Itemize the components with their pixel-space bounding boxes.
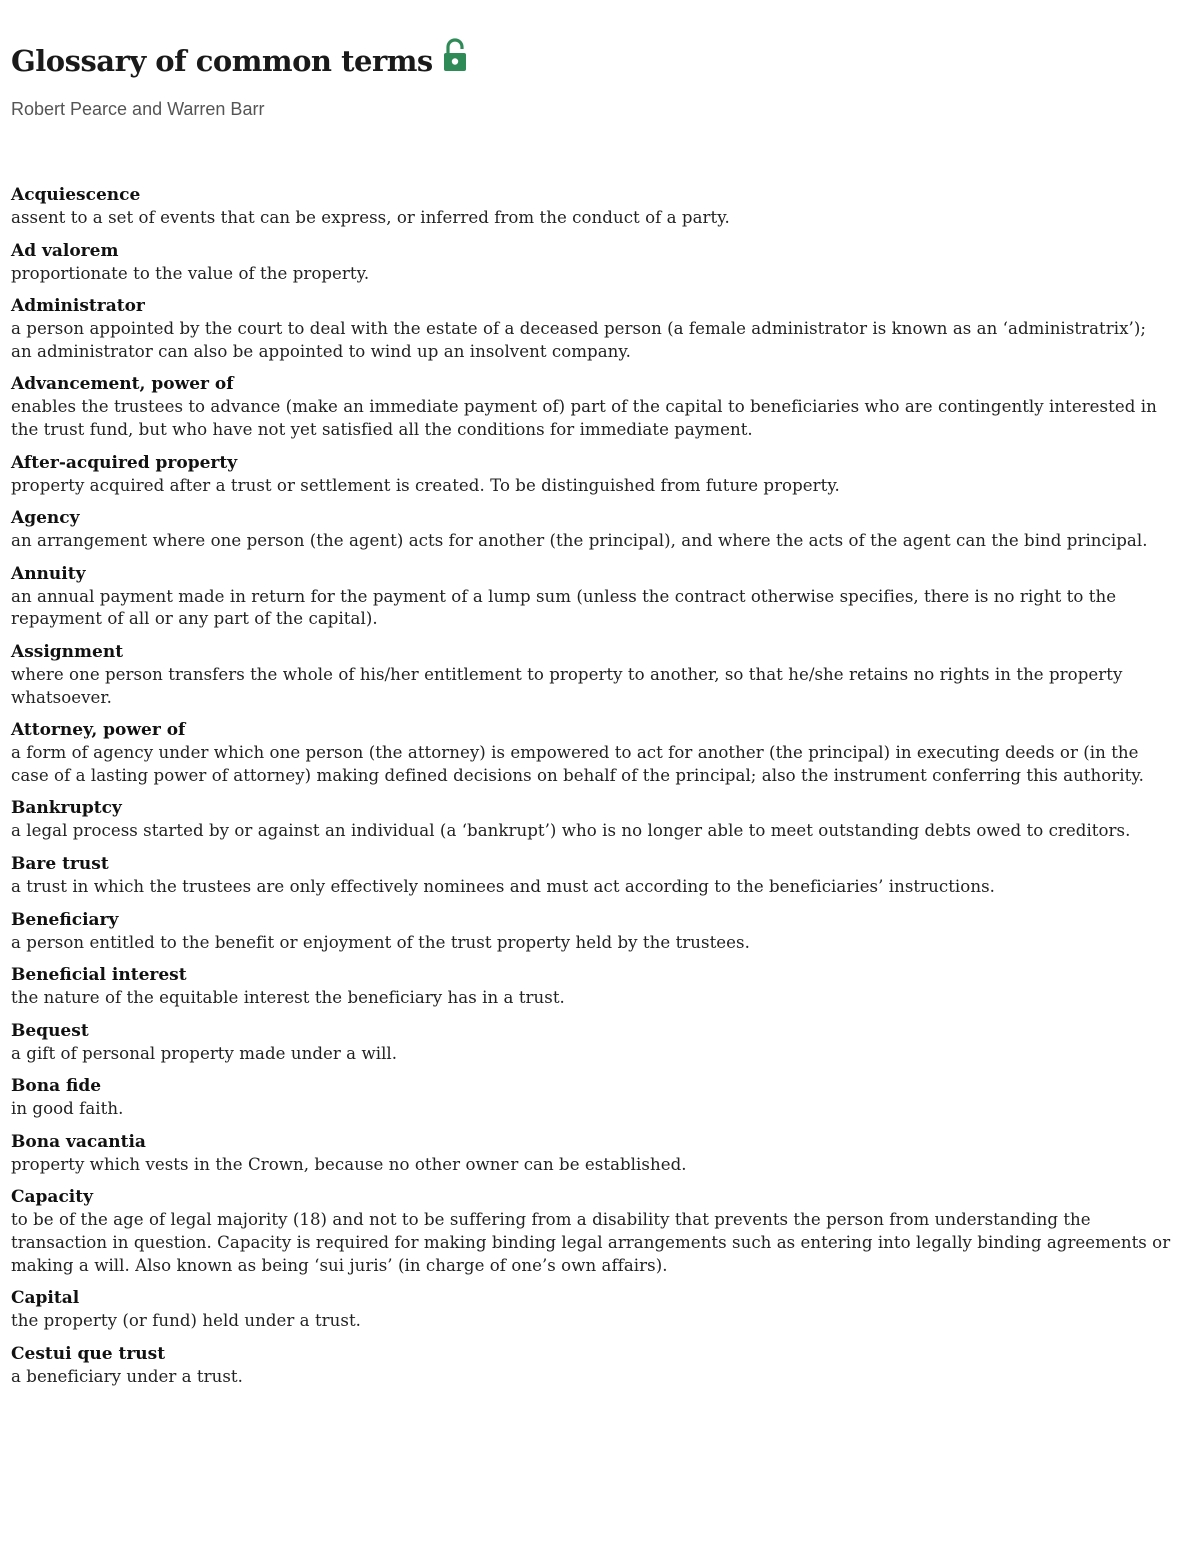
glossary-term: Bona vacantia [11,1131,146,1152]
glossary-definition: a person appointed by the court to deal with the estate of a deceased person (a female administrator is known as an ‘administratrix’); an administrator can also be appointed to wind up an insolvent company. [11,319,1147,361]
glossary-definition: a trust in which the trustees are only effectively nominees and must act according to the beneficiaries’ instructions. [11,876,995,896]
glossary-entry [11,1287,1171,1333]
glossary-entry [11,507,1171,553]
glossary-entry [11,1075,1171,1121]
glossary-entry [11,853,1171,899]
glossary-term: Bare trust [11,853,109,874]
glossary-entry [11,184,1171,230]
glossary-entry [11,641,1171,709]
glossary-definition: proportionate to the value of the property. [11,263,370,283]
glossary-entry [11,1131,1171,1177]
glossary-term: Advancement, power of [11,374,234,395]
glossary-entry [11,295,1171,363]
glossary-entry [11,719,1171,787]
glossary-term: Assignment [11,641,124,662]
glossary-entry [11,452,1171,498]
glossary-term: Capital [11,1288,80,1309]
authors-line: Robert Pearce and Warren Barr [11,99,265,119]
glossary-definition: property acquired after a trust or settlement is created. To be distinguished from future property. [11,475,840,495]
glossary-definition: an arrangement where one person (the agent) acts for another (the principal), and where the acts of the agent can the bind principal. [11,531,1148,551]
title-row [11,34,1171,82]
glossary-term: Acquiescence [11,185,141,205]
glossary-definition: enables the trustees to advance (make an immediate payment of) part of the capital to beneficiaries who are contingently interested in the trust fund, but who have not yet satisfied all the conditions for immediate payment. [11,397,1157,439]
glossary-term: Beneficial interest [11,965,187,986]
glossary-definition: the nature of the equitable interest the beneficiary has in a trust. [11,988,565,1008]
glossary-term: Beneficiary [11,909,119,930]
page-title: Glossary of common terms [11,44,433,78]
open-lock-svg [443,38,467,72]
glossary-list [11,184,1171,1388]
glossary-definition: the property (or fund) held under a trust. [11,1311,361,1331]
glossary-entry [11,373,1171,441]
glossary-definition: where one person transfers the whole of his/her entitlement to property to another, so that he/she retains no rights in the property whatsoever. [11,664,1123,707]
glossary-entry [11,1343,1171,1389]
glossary-term: Administrator [11,296,145,317]
glossary-entry [11,1186,1171,1277]
glossary-term: Bona fide [11,1076,102,1097]
glossary-entry [11,909,1171,955]
glossary-term: Capacity [11,1187,93,1208]
glossary-term: Cestui que trust [11,1343,166,1364]
glossary-term: Attorney, power of [11,720,186,741]
glossary-definition: property which vests in the Crown, because no other owner can be established. [11,1154,687,1174]
glossary-definition: a legal process started by or against an individual (a ‘bankrupt’) who is no longer able to meet outstanding debts owed to creditors. [11,821,1131,841]
glossary-term: After-acquired property [11,452,238,473]
glossary-term: Bequest [11,1020,89,1041]
open-lock-icon [443,38,467,72]
glossary-definition: a person entitled to the benefit or enjoyment of the trust property held by the trustees. [11,932,750,952]
glossary-entry [11,240,1171,286]
glossary-definition: a gift of personal property made under a will. [11,1043,398,1063]
glossary-entry [11,797,1171,843]
glossary-term: Bankruptcy [11,798,122,819]
glossary-definition: an annual payment made in return for the payment of a lump sum (unless the contract otherwise specifies, there is no right to the repayment of all or any part of the capital). [11,586,1117,629]
glossary-term: Agency [11,508,80,529]
glossary-definition: assent to a set of events that can be express, or inferred from the conduct of a party. [11,208,730,227]
glossary-entry [11,1020,1171,1066]
glossary-term: Ad valorem [11,240,119,261]
glossary-definition: in good faith. [11,1099,124,1119]
glossary-definition: a form of agency under which one person (the attorney) is empowered to act for another (the principal) in executing deeds or (in the case of a lasting power of attorney) making defined decisions on behalf of the principal; also the instrument conferring this authority. [11,743,1144,785]
glossary-definition: to be of the age of legal majority (18) and not to be suffering from a disability that prevents the person from understanding the transaction in question. Capacity is required for making binding legal arrangements such as entering into legally binding agreements or making a will. Also known as being ‘sui juris’ (in charge of one’s own affairs). [11,1210,1171,1275]
glossary-definition: a beneficiary under a trust. [11,1366,243,1386]
glossary-entry [11,563,1171,631]
glossary-page [11,34,1171,1398]
glossary-term: Annuity [11,563,86,584]
glossary-entry [11,964,1171,1010]
